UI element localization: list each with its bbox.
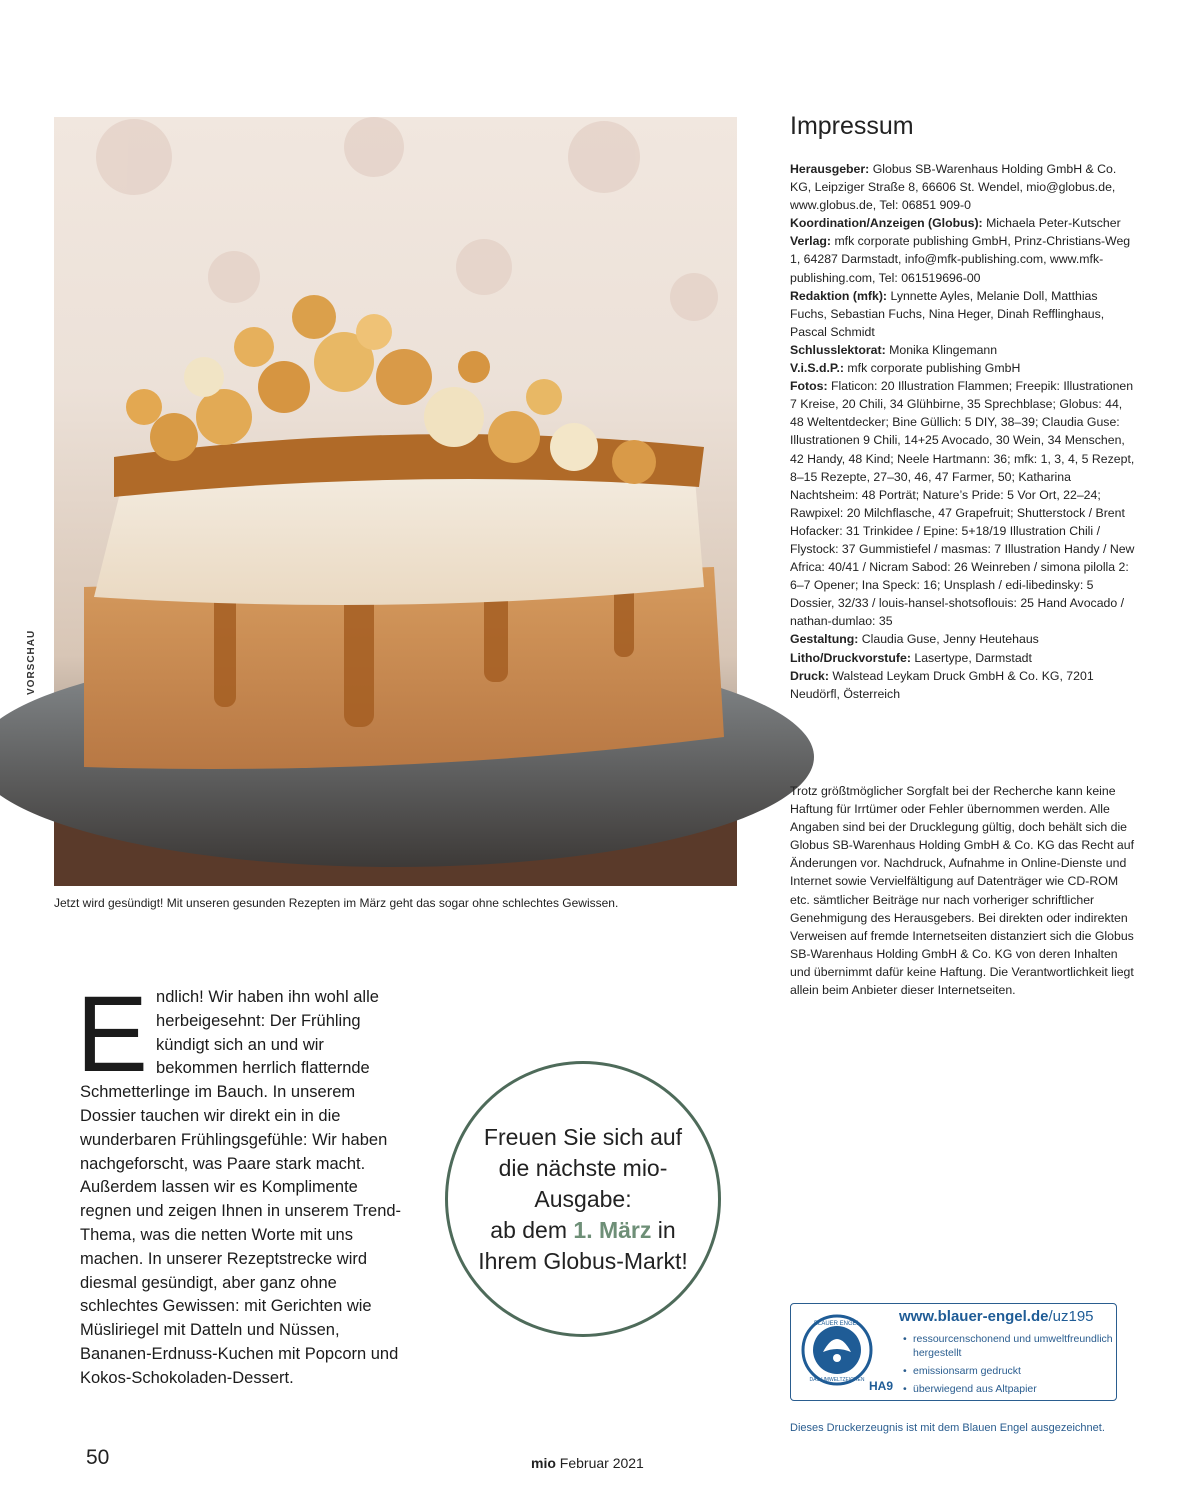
magazine-name: mio (531, 1455, 556, 1471)
eco-criteria-list (903, 1332, 1116, 1396)
impressum-entry (790, 649, 1135, 667)
legal-disclaimer: Trotz größtmöglicher Sorgfalt bei der Recherche kann keine Haftung für Irrtümer oder Fehler übernommen werden. Alle Angaben sind bei der Drucklegung gültig, doch behält sich die Globus SB-Warenhaus Holding GmbH & Co. KG das Recht auf Änderungen vor. Nachdruck, Aufnahme in Online-Dienste und Internet sowie Vervielfältigung auf Datenträger wie CD-ROM etc. sämtlicher Beiträge nur nach vorheriger schriftlicher Genehmigung des Herausgebers. Bei direkten oder indirekten Verweisen auf fremde Internetseiten distanziert sich die Globus SB-Warenhaus Holding GmbH & Co. KG von deren Inhalten und übernimmt dafür keine Haftung. Die Verantwortlichkeit liegt allein beim Anbieter dieser Internetseiten. (790, 784, 1135, 998)
entry-label: Fotos: (790, 379, 828, 394)
entry-text: Claudia Guse, Jenny Heutehaus (861, 632, 1039, 647)
entry-text: Lynnette Ayles, Melanie Doll, Matthias Fuchs, Sebastian Fuchs, Nina Heger, Dinah Refflinghaus, Pascal Schmidt (790, 288, 1105, 339)
issue-date: Februar 2021 (559, 1455, 644, 1471)
svg-text:HA9: HA9 (868, 1379, 894, 1393)
impressum-entry (790, 160, 1135, 214)
impressum-entry (790, 630, 1135, 648)
promo-line-1: Freuen Sie sich auf die nächste mio-Ausgabe: (483, 1123, 683, 1212)
page-number: 50 (86, 1446, 110, 1469)
blauer-engel-box (790, 1303, 1117, 1401)
blauer-engel-logo-icon (797, 1312, 894, 1394)
svg-text:BLAUER ENGEL: BLAUER ENGEL (813, 1321, 861, 1327)
entry-label: Herausgeber: (790, 162, 870, 176)
section-label: VORSCHAU (26, 629, 37, 695)
impressum-entry (790, 359, 1135, 377)
entry-label: Litho/Druckvorstufe: (790, 650, 911, 665)
entry-text: Flaticon: 20 Illustration Flammen; Freepik: Illustrationen 7 Kreise, 20 Chili, 34 Glühbirne, 35 Sprechblase; Globus: 44, 48 Weltentdecker; Bine Güllich: 5 DIY, 38–39; Claudia Guse: Illustrationen 9 Chili, 14+25 Avocado, 30 Wein, 34 Menschen, 42 Handy, 48 Kind; Neele Hartmann: 36; mfk: 1, 3, 4, 5 Rezept, 8–15 Rezepte, 27–30, 46, 47 Farmer, 50; Katharina Nachtsheim: 48 Porträt; Nature’s Pride: 5 Vor Ort, 22–24; Rawpixel: 20 Milchflasche, 47 Grapefruit; Shutterstock / Brent Hofacker: 31 Trinkidee / Epine: 5+18/19 Illustration Chili / Flystock: 37 Gummistiefel / masmas: 7 Illustration Handy / New Africa: 40/41 / Nicram Sabod: 26 Weinreben / simona pilolla 2: 6–7 Opener; Ina Speck: 16; Unsplash / edi-libedinsky: 5 Dossier, 32/33 / louis-hansel-shotsoflouis: 25 Hand Avocado / nathan-dumlao: 35 (790, 379, 1135, 629)
entry-label: Redaktion (mfk): (790, 288, 888, 303)
entry-text: Walstead Leykam Druck GmbH & Co. KG, 7201 Neudörfl, Österreich (790, 668, 1094, 701)
promo-pre: ab dem (490, 1216, 568, 1243)
entry-text: Monika Klingemann (889, 342, 998, 357)
cake-photo (54, 117, 737, 886)
entry-text: mfk corporate publishing GmbH, Prinz-Christians-Weg 1, 64287 Darmstadt, info@mfk-publishing.com, www.mfk-publishing.com, Tel: 061519696-00 (790, 234, 1131, 285)
entry-label: Druck: (790, 668, 829, 683)
impressum-entry (790, 287, 1135, 341)
blauer-engel-link[interactable] (899, 1308, 1094, 1325)
entry-label: Gestaltung: (790, 632, 859, 647)
entry-text: Michaela Peter-Kutscher (986, 216, 1121, 231)
impressum-entry (790, 232, 1135, 286)
drop-cap: E (76, 973, 149, 1094)
intro-text: ndlich! Wir haben ihn wohl alle herbeigesehnt: Der Frühling kündigt sich an und wir bekommen herrlich flatternde Schmetterlinge im Bauch. In unserem Dossier tauchen wir direkt ein in die wunderbaren Frühlingsgefühle: Wir haben nachgeforscht, was Paare stark macht. Außerdem lassen wir es Komplimente regnen und zeigen Ihnen in unserem Trend-Thema, was die netten Worte mit uns machen. In unserer Rezeptstrecke wird diesmal gesündigt, aber ganz ohne schlechtes Gewissen: mit Gerichten wie Müsliriegel mit Datteln und Nüssen, Bananen-Erdnuss-Kuchen mit Popcorn und Kokos-Schokoladen-Dessert. (80, 988, 402, 1387)
impressum-title: Impressum (790, 112, 914, 140)
eco-criterion: • überwiegend aus Altpapier (903, 1382, 1116, 1396)
impressum-entry (790, 214, 1135, 232)
entry-text: mfk corporate publishing GmbH (847, 361, 1021, 376)
eco-criterion: • emissionsarm gedruckt (903, 1364, 1116, 1378)
impressum-entry (790, 377, 1135, 630)
intro-paragraph (76, 973, 410, 1391)
eco-criterion: • ressourcenschonend und umweltfreundlich hergestellt (903, 1332, 1116, 1360)
entry-label: V.i.S.d.P.: (790, 361, 844, 376)
blauer-engel-note: Dieses Druckerzeugnis ist mit dem Blauen Engel ausgezeichnet. (790, 1422, 1105, 1434)
impressum-entries (790, 160, 1135, 703)
entry-text: Globus SB-Warenhaus Holding GmbH & Co. KG, Leipziger Straße 8, 66606 St. Wendel, mio@globus.de, www.globus.de, Tel: 06851 909-0 (790, 162, 1117, 213)
impressum-entry (790, 667, 1135, 703)
entry-label: Schlusslektorat: (790, 342, 886, 357)
impressum-entry (790, 341, 1135, 359)
url-main: www.blauer-engel.de (899, 1308, 1049, 1325)
promo-circle (445, 1061, 721, 1337)
promo-post: in Ihrem Globus-Markt! (478, 1216, 688, 1274)
svg-text:DAS UMWELTZEICHEN: DAS UMWELTZEICHEN (809, 1377, 865, 1383)
photo-caption: Jetzt wird gesündigt! Mit unseren gesunden Rezepten im März geht das sogar ohne schlechtes Gewissen. (54, 896, 619, 910)
footer-issue (531, 1455, 644, 1471)
url-suffix: /uz195 (1048, 1308, 1094, 1325)
promo-text (468, 1122, 698, 1277)
entry-label: Koordination/Anzeigen (Globus): (790, 216, 983, 231)
entry-label: Verlag: (790, 234, 832, 249)
cake-illustration (54, 117, 737, 886)
promo-date: 1. März (573, 1216, 652, 1243)
entry-text: Lasertype, Darmstadt (914, 650, 1032, 665)
